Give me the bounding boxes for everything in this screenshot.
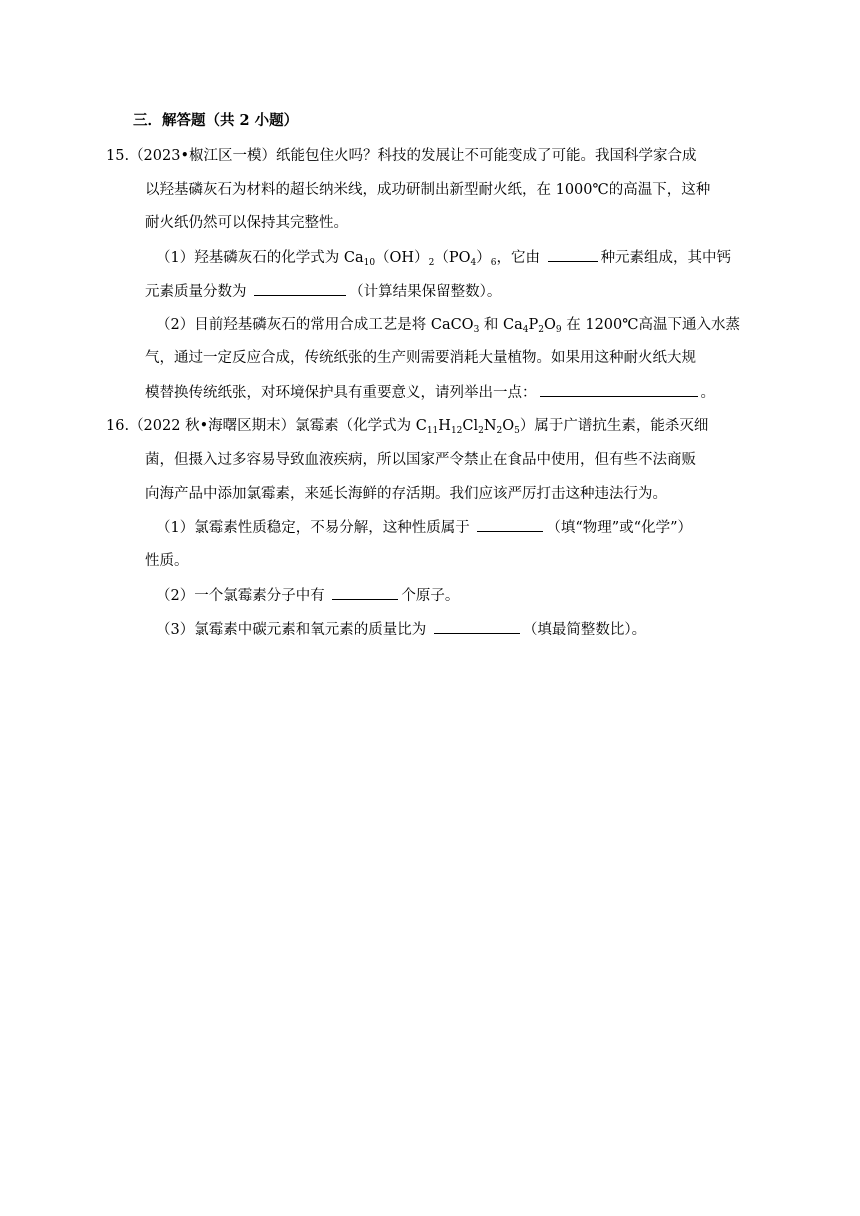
q16-source: （2022 秋•海曙区期末） xyxy=(129,418,296,434)
q16-part2: （2）一个氯霉素分子中有 个原子。 xyxy=(156,585,459,606)
q16-part1-line2: 性质。 xyxy=(145,553,189,569)
answer-blank-environment[interactable] xyxy=(540,382,698,397)
q15-line2: 以羟基磷灰石为材料的超长纳米线，成功研制出新型耐火纸，在 1000℃的高温下，这种 xyxy=(145,182,711,198)
q15-line3: 耐火纸仍然可以保持其完整性。 xyxy=(145,215,348,231)
q15-number: 15. xyxy=(106,148,130,164)
q16-line2: 菌，但摄入过多容易导致血液疾病，所以国家严令禁止在食品中使用，但有些不法商贩 xyxy=(145,452,696,468)
answer-blank-calcium-fraction[interactable] xyxy=(254,281,346,296)
answer-blank-atom-count[interactable] xyxy=(332,585,398,600)
q16-part1: （1）氯霉素性质稳定，不易分解，这种性质属于 （填“物理”或“化学”） xyxy=(156,517,692,538)
answer-blank-property[interactable] xyxy=(477,517,543,532)
answer-blank-mass-ratio[interactable] xyxy=(434,619,520,634)
q16-line3: 向海产品中添加氯霉素，来延长海鲜的存活期。我们应该严厉打击这种违法行为。 xyxy=(145,486,667,502)
q15-part2-line3: 模替换传统纸张，对环境保护具有重要意义，请列举出一点： 。 xyxy=(145,382,715,403)
q16-number: 16. xyxy=(106,418,130,434)
q16-line1: 16.（2022 秋•海曙区期末）氯霉素（化学式为 $C_{11}H_{12}Cl_2N_2O_5$）属于广谱抗生素，能杀灭细 xyxy=(106,418,709,436)
answer-blank-element-count[interactable] xyxy=(548,247,598,262)
q16-part3: （3）氯霉素中碳元素和氧元素的质量比为 （填最简整数比）。 xyxy=(156,619,646,640)
section-heading: 三．解答题（共 2 小题） xyxy=(133,112,299,129)
q15-part2: （2）目前羟基磷灰石的常用合成工艺是将 CaCO$_3$ 和 $Ca_4P_2O_9$ 在 1200℃高温下通入水蒸 xyxy=(156,317,740,335)
q15-part2-line2: 气，通过一定反应合成，传统纸张的生产则需要消耗大量植物。如果用这种耐火纸大规 xyxy=(145,350,696,366)
q15-part1: （1）羟基磷灰石的化学式为 $Ca_{10}(OH)_2(PO_4)_6$，它由 种元素组成，其中钙 xyxy=(156,247,731,268)
q15-source: （2023•椒江区一模） xyxy=(129,148,277,164)
formula-hydroxyapatite: $Ca_{10}(OH)_2(PO_4)_6$ xyxy=(343,250,497,268)
q15-line1: 15.（2023•椒江区一模）纸能包住火吗？科技的发展让不可能变成了可能。我国科学家合成 xyxy=(106,148,697,164)
q15-part1-line2: 元素质量分数为 （计算结果保留整数）。 xyxy=(145,281,501,302)
